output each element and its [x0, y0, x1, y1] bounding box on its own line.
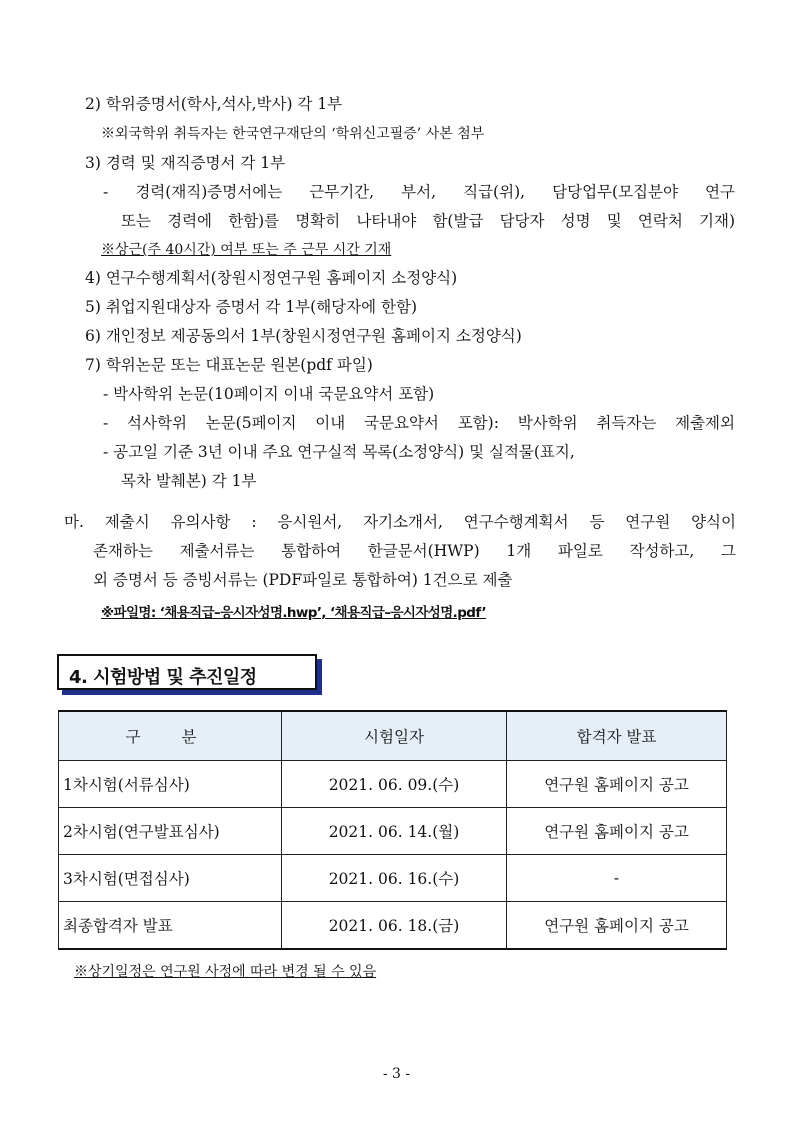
- header-announcement: 합격자 발표: [507, 711, 727, 761]
- filename-rule: ※파일명: ‘채용직급–응시자성명.hwp’, ‘채용직급–응시자성명.pdf’: [101, 605, 487, 621]
- submission-notes-line3: 외 증명서 등 증빙서류는 (PDF파일로 통합하여) 1건으로 제출: [93, 571, 513, 589]
- row-date: 2021. 06. 09.(수): [282, 761, 507, 808]
- row-announcement: -: [507, 855, 727, 902]
- table-row: [59, 902, 727, 950]
- row-stage: 3차시험(면접심사): [59, 855, 282, 902]
- schedule-header-row: [59, 711, 727, 761]
- row-date: 2021. 06. 16.(수): [282, 855, 507, 902]
- thesis-masters: - 석사학위 논문(5페이지 이내 국문요약서 포함): 박사학위 취득자는 제출제외: [103, 414, 735, 432]
- note-foreign-degree: ※외국학위 취득자는 한국연구재단의 ‘학위신고필증’ 사본 첨부: [101, 126, 485, 142]
- section4-title: 4. 시험방법 및 추진일정: [69, 667, 257, 688]
- row-stage: 1차시험(서류심사): [59, 761, 282, 808]
- research-record-line2: 목차 발췌본) 각 1부: [121, 472, 257, 490]
- research-record-line1: - 공고일 기준 3년 이내 주요 연구실적 목록(소정양식) 및 실적물(표지,: [103, 443, 575, 461]
- item-employment-support: 5) 취업지원대상자 증명서 각 1부(해당자에 한함): [85, 298, 418, 316]
- row-announcement: 연구원 홈페이지 공고: [507, 761, 727, 808]
- submission-notes-line1: 마. 제출시 유의사항 : 응시원서, 자기소개서, 연구수행계획서 등 연구원 양식이: [64, 513, 736, 531]
- career-detail-line2: 또는 경력에 한함)를 명확히 나타내야 함(발급 담당자 성명 및 연락처 기재): [121, 212, 735, 230]
- item-research-plan: 4) 연구수행계획서(창원시정연구원 홈페이지 소정양식): [85, 269, 458, 287]
- row-announcement: 연구원 홈페이지 공고: [507, 902, 727, 950]
- item-career-certificate: 3) 경력 및 재직증명서 각 1부: [85, 154, 286, 172]
- note-fulltime-hours: ※상근(주 40시간) 여부 또는 주 근무 시간 기재: [101, 242, 392, 258]
- row-stage: 2차시험(연구발표심사): [59, 808, 282, 855]
- header-exam-date: 시험일자: [282, 711, 507, 761]
- submission-notes-line2: 존재하는 제출서류는 통합하여 한글문서(HWP) 1개 파일로 작성하고, 그: [93, 542, 736, 560]
- thesis-phd: - 박사학위 논문(10페이지 이내 국문요약서 포함): [103, 385, 435, 403]
- schedule-change-note: ※상기일정은 연구원 사정에 따라 변경 될 수 있음: [74, 964, 377, 980]
- table-row: [59, 761, 727, 808]
- schedule-table: [58, 710, 727, 950]
- page-number: - 3 -: [382, 1066, 411, 1082]
- row-stage: 최종합격자 발표: [59, 902, 282, 950]
- row-date: 2021. 06. 18.(금): [282, 902, 507, 950]
- table-row: [59, 808, 727, 855]
- table-row: [59, 855, 727, 902]
- item-thesis: 7) 학위논문 또는 대표논문 원본(pdf 파일): [85, 356, 373, 374]
- item-privacy-consent: 6) 개인정보 제공동의서 1부(창원시정연구원 홈페이지 소정양식): [85, 327, 522, 345]
- row-date: 2021. 06. 14.(월): [282, 808, 507, 855]
- section4-title-box: [57, 654, 317, 690]
- row-announcement: 연구원 홈페이지 공고: [507, 808, 727, 855]
- header-category: 구 분: [59, 711, 282, 761]
- item-degree-certificate: 2) 학위증명서(학사,석사,박사) 각 1부: [85, 95, 343, 113]
- career-detail-line1: - 경력(재직)증명서에는 근무기간, 부서, 직급(위), 담당업무(모집분야 연구: [103, 183, 735, 201]
